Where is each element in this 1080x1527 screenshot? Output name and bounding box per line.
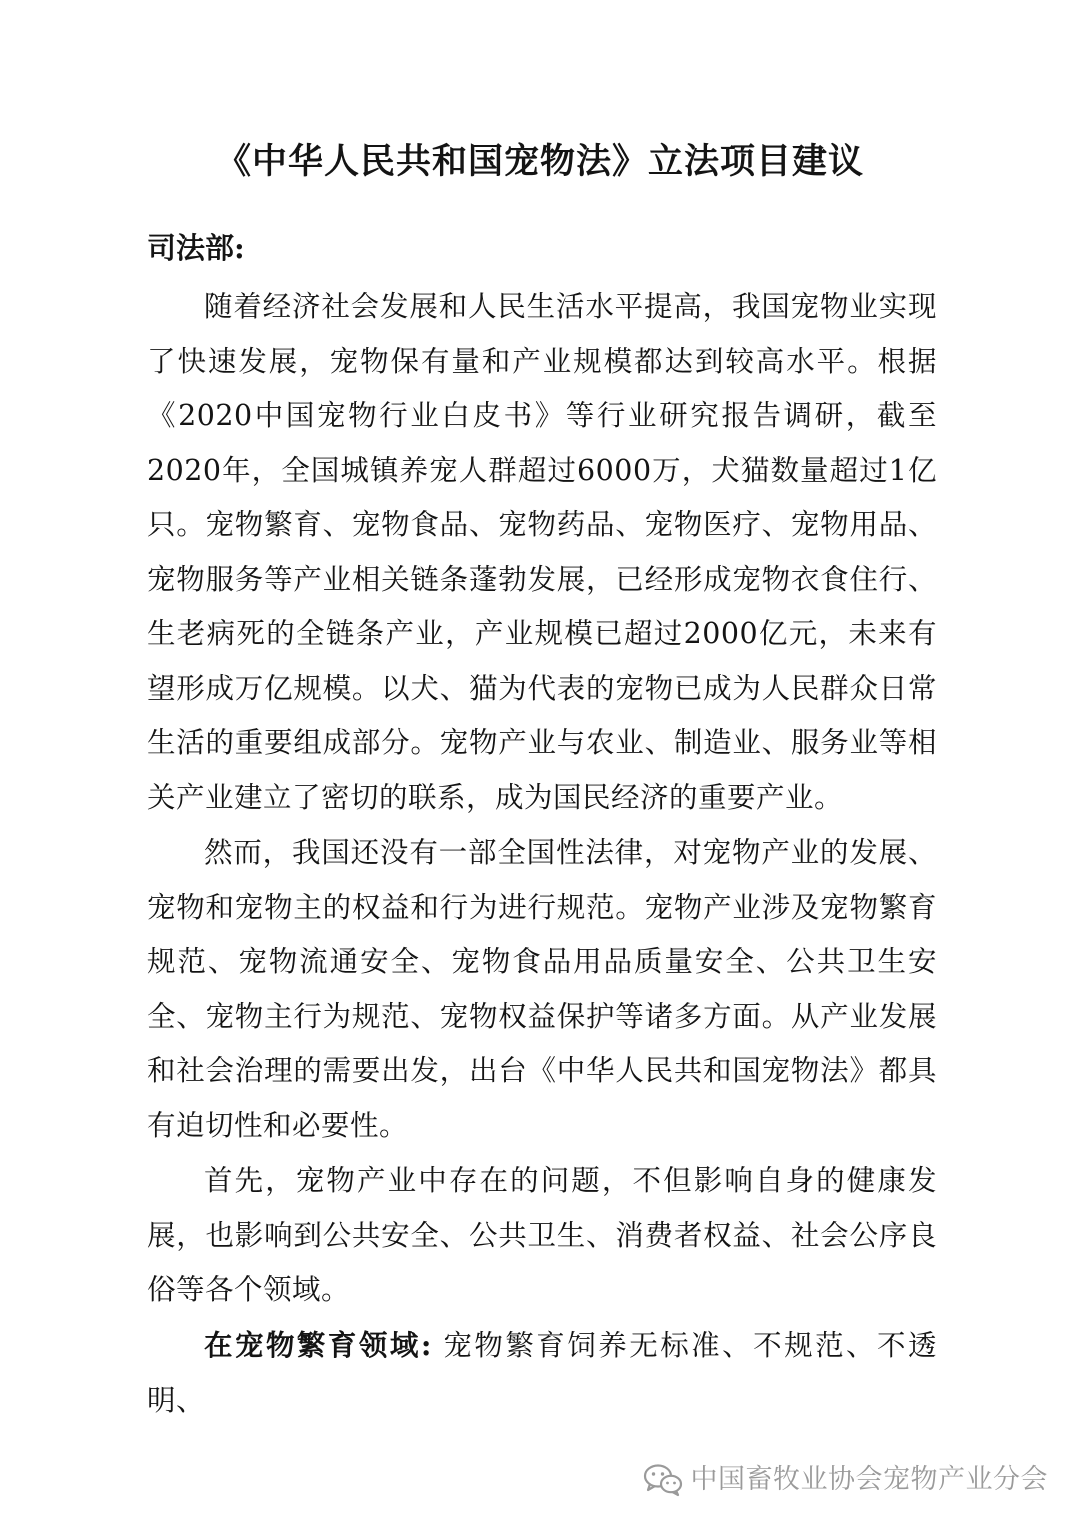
paragraph-4-block: [147, 1318, 937, 1428]
paragraph: [147, 1318, 937, 1428]
paragraph: 首先，宠物产业中存在的问题，不但影响自身的健康发展，也影响到公共安全、公共卫生、消费者权益、社会公序良俗等各个领域。: [147, 1164, 937, 1306]
paragraph-2-block: [147, 826, 937, 1153]
document-title: 《中华人民共和国宠物法》立法项目建议: [215, 141, 864, 182]
paragraph: 随着经济社会发展和人民生活水平提高，我国宠物业实现了快速发展，宠物保有量和产业规模都达到较高水平。根据《2020中国宠物行业白皮书》等行业研究报告调研，截至2020年，全国城镇养宠人群超过6000万，犬猫数量超过1亿只。宠物繁育、宠物食品、宠物药品、宠物医疗、宠物用品、宠物服务等产业相关链条蓬勃发展，已经形成宠物衣食住行、生老病死的全链条产业，产业规模已超过2000亿元，未来有望形成万亿规模。以犬、猫为代表的宠物已成为人民群众日常生活的重要组成部分。宠物产业与农业、制造业、服务业等相关产业建立了密切的联系，成为国民经济的重要产业。: [147, 290, 937, 814]
paragraph: 然而，我国还没有一部全国性法律，对宠物产业的发展、宠物和宠物主的权益和行为进行规范。宠物产业涉及宠物繁育规范、宠物流通安全、宠物食品用品质量安全、公共卫生安全、宠物主行为规范、宠物权益保护等诸多方面。从产业发展和社会治理的需要出发，出台《中华人民共和国宠物法》都具有迫切性和必要性。: [147, 836, 937, 1142]
watermark-text: 中国畜牧业协会宠物产业分会: [690, 1464, 1048, 1495]
section-lead: 在宠物繁育领域:: [204, 1328, 432, 1362]
salutation: 司法部:: [147, 231, 245, 265]
wechat-icon: [643, 1463, 683, 1497]
watermark: [643, 1460, 1049, 1500]
section-text: 宠物繁育饲养无标准、不规范、不透明、: [147, 1329, 937, 1417]
paragraph-3-block: [147, 1154, 937, 1318]
paragraph-1-block: [147, 280, 937, 825]
